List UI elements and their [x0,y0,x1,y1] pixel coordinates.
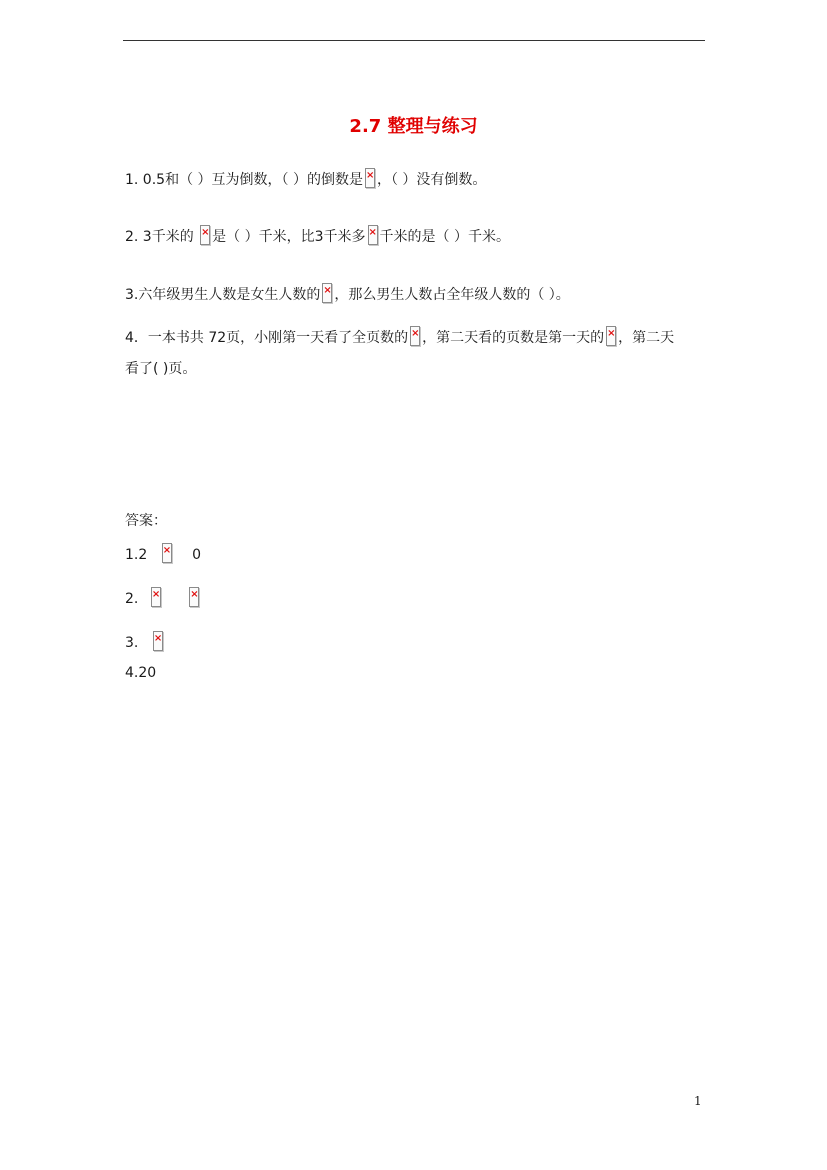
answer-4: 4.20 [125,665,157,681]
question-4-text-d: 看了( )页。 [125,361,197,377]
question-1-text-a: 1. 0.5和（ ）互为倒数，（ ）的倒数是 [125,172,363,188]
answer-1-prefix: 1.2 [125,547,148,563]
answer-1 [125,543,201,565]
header-rule [123,40,705,41]
question-4-line-2 [125,359,196,379]
broken-image-icon [606,326,616,346]
broken-image-icon [151,587,161,607]
question-4-text-c: ，第二天 [618,330,675,346]
broken-image-icon [200,225,210,245]
question-3-text-b: ，那么男生人数占全年级人数的（ ）。 [334,287,570,303]
answer-3 [125,631,165,653]
broken-image-icon [368,225,378,245]
broken-image-icon [322,283,332,303]
question-1-text-b: ，（ ）没有倒数。 [376,172,487,188]
answers-heading: 答案： [125,513,167,529]
question-2 [125,225,510,247]
question-3-text-a: 3.六年级男生人数是女生人数的 [125,287,321,303]
question-3 [125,283,570,305]
answer-1-suffix: 0 [192,547,202,563]
broken-image-icon [365,168,375,188]
answer-2-prefix: 2. [125,591,139,607]
broken-image-icon [162,543,172,563]
question-4-line-1 [125,326,674,348]
page-number: 1 [694,1094,702,1108]
answer-2 [125,587,201,609]
page-title: 2.7 整理与练习 [349,116,478,137]
question-2-text-a: 2. 3千米的 [125,229,199,245]
broken-image-icon [153,631,163,651]
question-2-text-c: 千米的是（ ）千米。 [379,229,510,245]
question-4-text-a: 4．一本书共 72页，小刚第一天看了全页数的 [125,330,409,346]
answer-3-prefix: 3. [125,635,139,651]
question-1 [125,168,486,190]
question-2-text-b: 是（ ）千米，比3千米多 [212,229,366,245]
question-4-text-b: ，第二天看的页数是第一天的 [422,330,605,346]
broken-image-icon [410,326,420,346]
broken-image-icon [189,587,199,607]
